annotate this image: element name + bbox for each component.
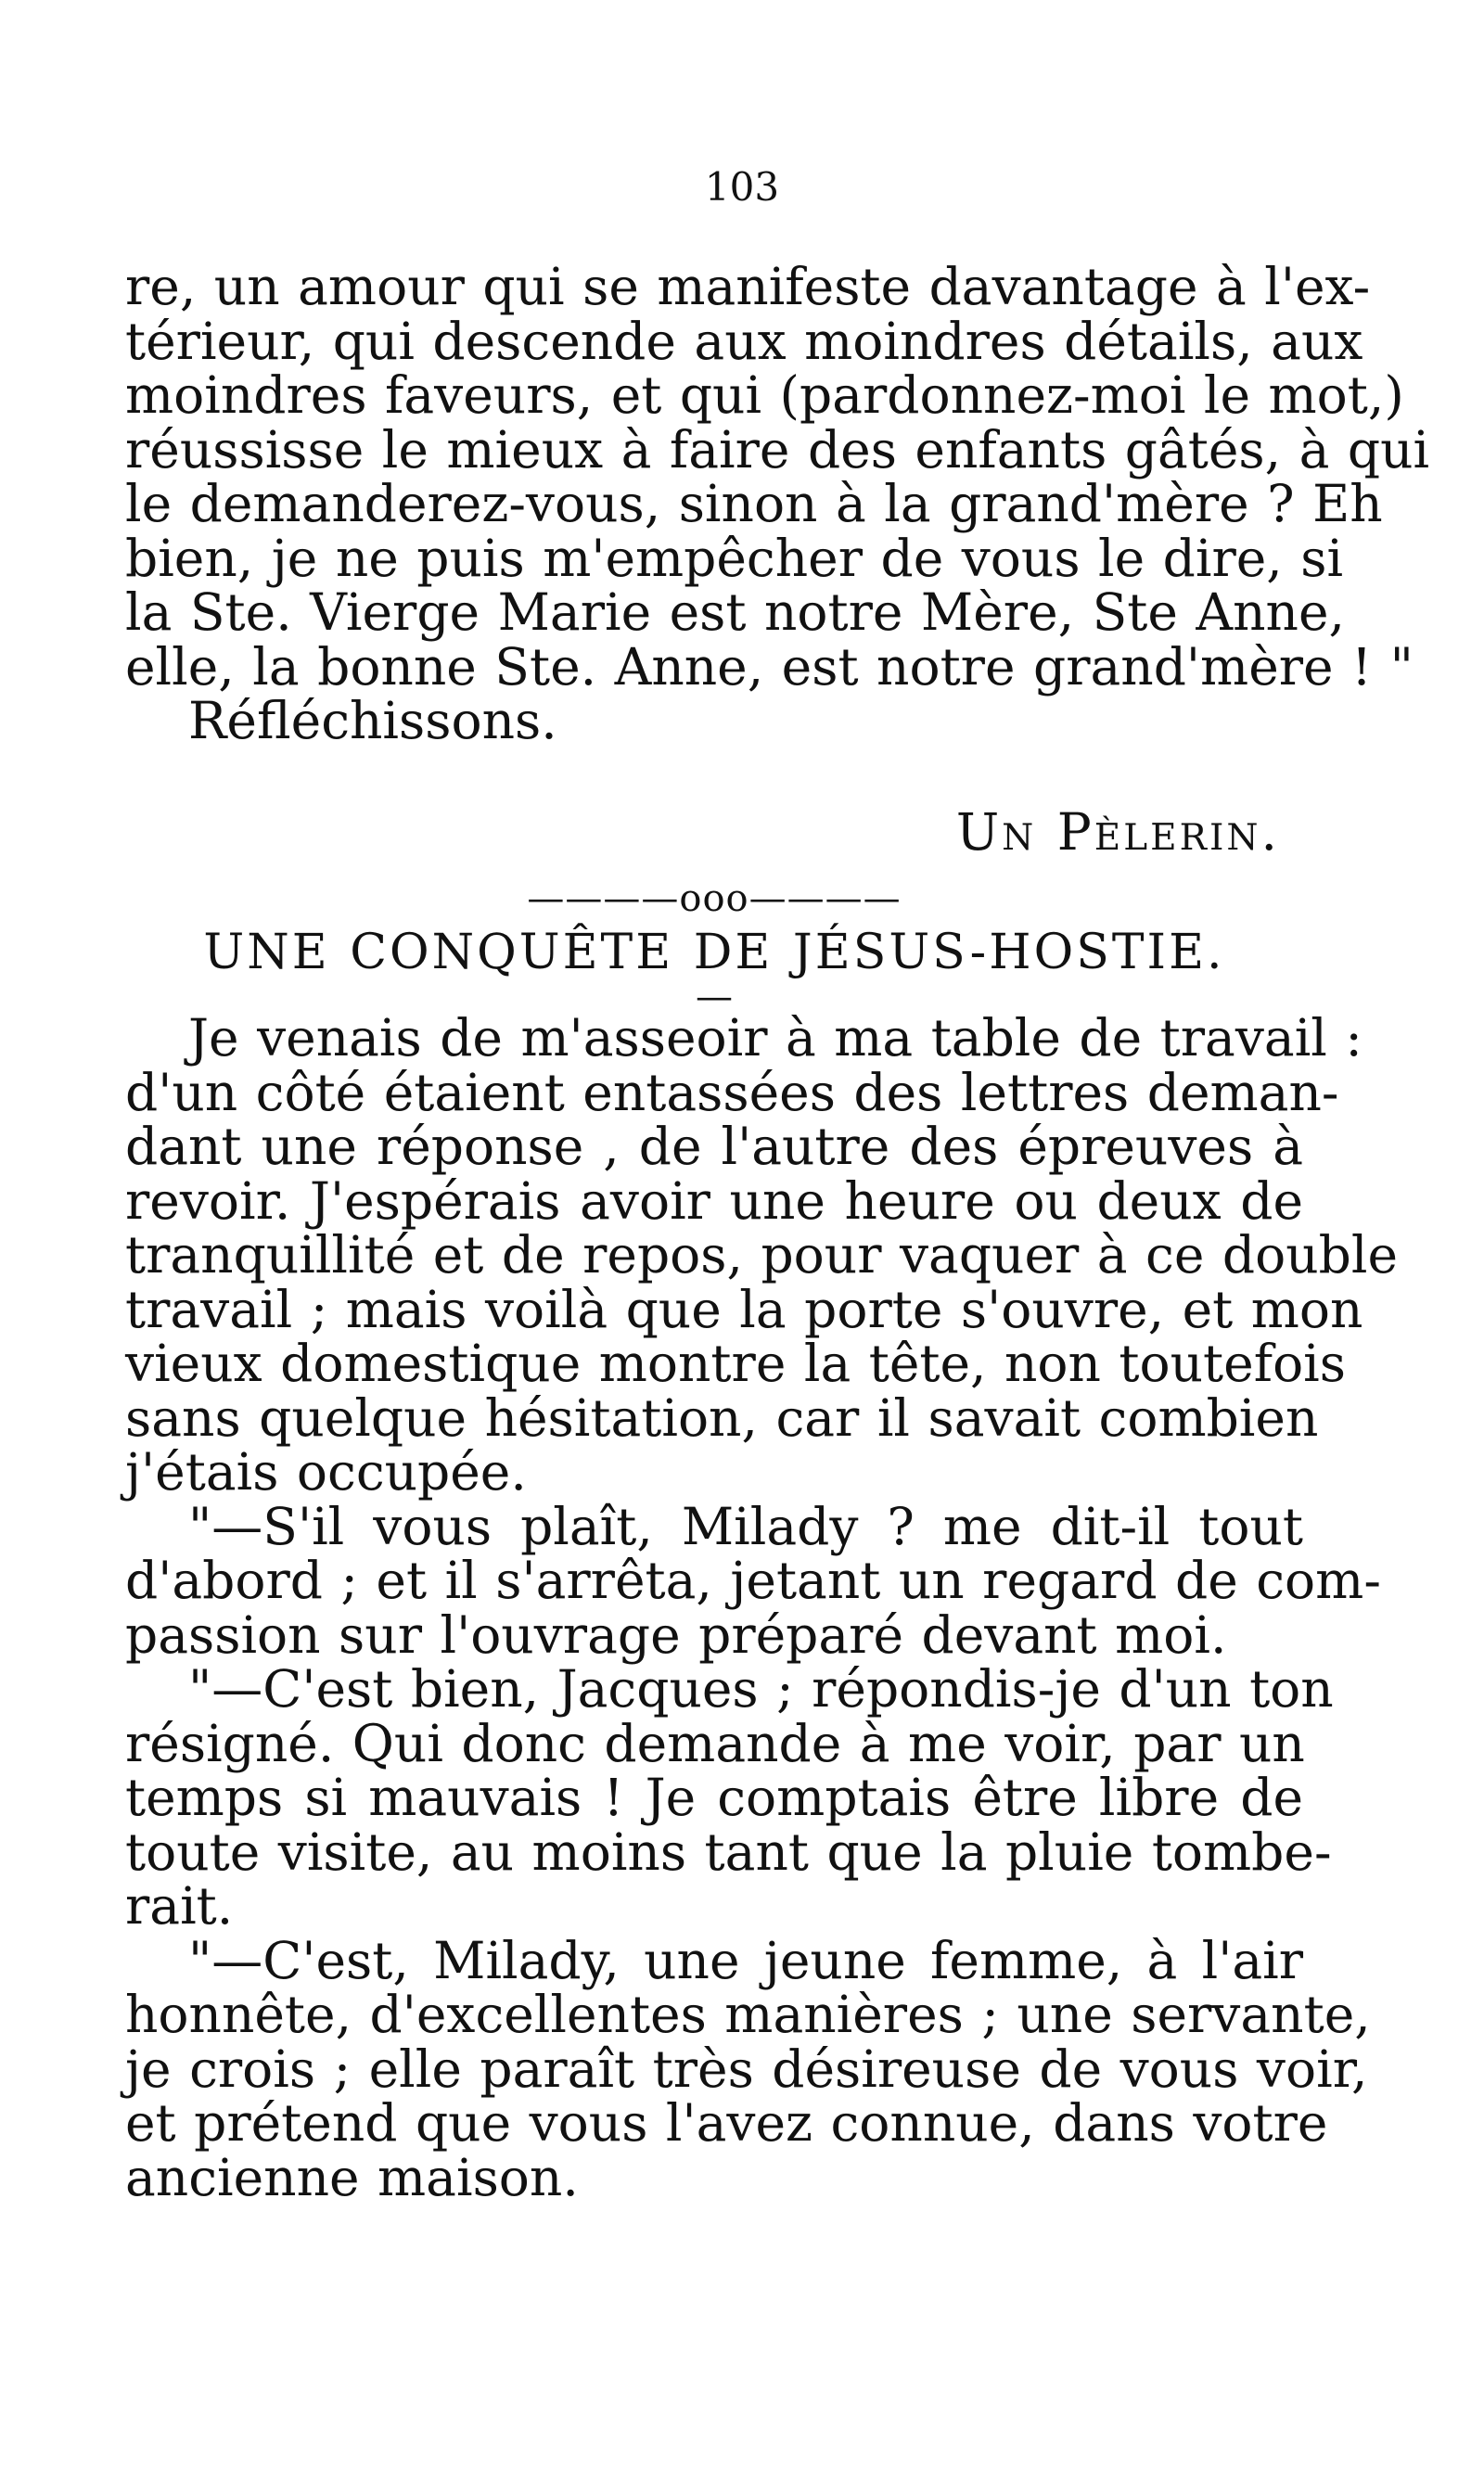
page-number: 103 [704,164,780,210]
text-line: revoir. J'espérais avoir une heure ou deux de [125,1170,1303,1231]
text-line: la Ste. Vierge Marie est notre Mère, Ste Anne, [125,582,1345,642]
text-line: moindres faveurs, et qui (pardonnez-moi le mot,) [125,365,1404,425]
section-separator: ————ooo———— [527,877,902,920]
text-line: travail ; mais voilà que la porte s'ouvre, et mon [125,1279,1363,1339]
text-line: le demanderez-vous, sinon à la grand'mère ? Eh [125,474,1383,533]
text-line: "—C'est, Milady, une jeune femme, à l'air [188,1930,1303,1990]
text-line: bien, je ne puis m'empêcher de vous le dire, si [125,528,1344,588]
text-line: "—C'est bien, Jacques ; répondis-je d'un ton [188,1659,1334,1719]
text-line: temps si mauvais ! Je comptais être libre de [125,1768,1303,1827]
text-line: re, un amour qui se manifeste davantage à l'ex- [125,257,1371,316]
author-signature: Un Pèlerin. [955,802,1280,862]
story-body [125,1008,1398,2207]
text-line: et prétend que vous l'avez connue, dans votre [125,2093,1328,2153]
signature-block [125,802,1303,862]
text-line: elle, la bonne Ste. Anne, est notre grand'mère ! " [125,636,1414,697]
text-line: réussisse le mieux à faire des enfants gâtés, à qui [125,419,1430,479]
closing-paragraph [125,257,1430,750]
text-line: vieux domestique montre la tête, non toutefois [125,1334,1346,1393]
text-line: je crois ; elle paraît très désireuse de vous voir, [125,2039,1368,2099]
text-line: Je venais de m'asseoir à ma table de travail : [188,1008,1362,1067]
text-line: ancienne maison. [125,2147,579,2207]
text-line: d'un côté étaient entassées des lettres deman- [125,1062,1339,1122]
text-line: sans quelque hésitation, car il savait combien [125,1387,1319,1448]
text-line: j'étais occupée. [125,1442,527,1502]
text-line: honnête, d'excellentes manières ; une servante, [125,1985,1371,2044]
section-title: UNE CONQUÊTE DE JÉSUS-HOSTIE. [203,925,1225,980]
text-line: térieur, qui descende aux moindres détails, aux [125,311,1363,371]
text-line: rait. [125,1876,234,1936]
text-line: Réfléchissons. [188,691,557,750]
text-line: passion sur l'ouvrage préparé devant moi. [125,1604,1227,1665]
text-line: tranquillité et de repos, pour vaquer à ce double [125,1225,1398,1285]
title-dash: — [696,976,733,1018]
text-line: "—S'il vous plaît, Milady ? me dit-il tout [188,1496,1303,1556]
text-line: résigné. Qui donc demande à me voir, par un [125,1713,1305,1773]
text-line: dant une réponse , de l'autre des épreuves à [125,1117,1303,1176]
text-line: toute visite, au moins tant que la pluie tombe- [125,1821,1332,1882]
text-line: d'abord ; et il s'arrêta, jetant un regard de com- [125,1551,1381,1610]
